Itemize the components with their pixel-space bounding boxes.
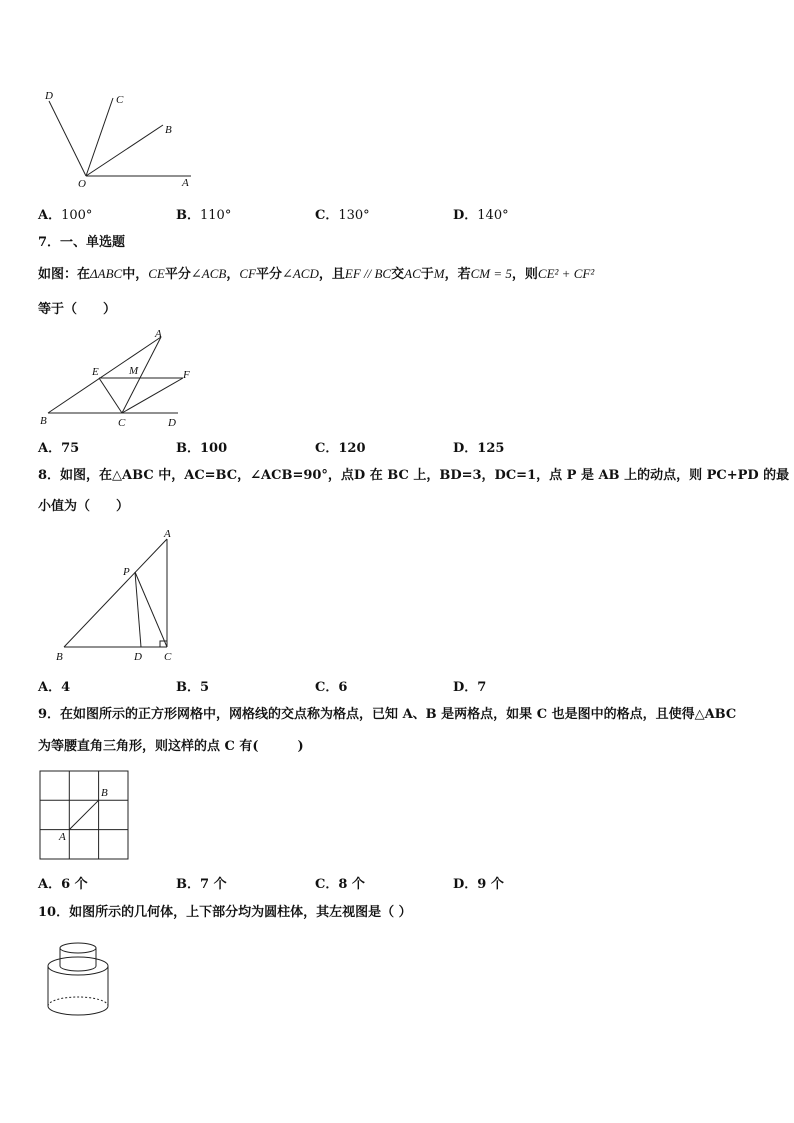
label-E: E (92, 366, 99, 378)
small-cylinder-bottom-front (60, 966, 96, 971)
label-B: B (56, 651, 63, 663)
label-F: F (183, 369, 190, 381)
q10-stem: 10．如图所示的几何体，上下部分均为圆柱体，其左视图是（ ） (38, 905, 412, 920)
label-A: A (59, 831, 66, 843)
q6-option-a: A．100° (38, 208, 93, 223)
q7-option-c: C．120 (315, 441, 366, 456)
label-A: A (155, 328, 162, 340)
small-cylinder-top (60, 943, 96, 953)
q8-triangle-figure (50, 525, 185, 667)
q8-option-b: B．5 (176, 680, 210, 695)
q7-option-d: D．125 (453, 441, 505, 456)
q9-grid-figure (36, 767, 132, 863)
ray-OB (86, 125, 163, 176)
label-B: B (40, 415, 47, 427)
label-D: D (134, 651, 142, 663)
ray-OC (86, 98, 113, 176)
q8-option-d: D．7 (453, 680, 487, 695)
line-BA (48, 337, 161, 413)
line-EC (99, 378, 122, 413)
q6-option-d: D．140° (453, 208, 509, 223)
label-A: A (182, 177, 189, 189)
q6-option-c: C．130° (315, 208, 370, 223)
q9-option-b: B．7 个 (176, 877, 227, 892)
label-B: B (165, 124, 172, 136)
label-D: D (168, 417, 176, 429)
segment-AB (69, 800, 98, 829)
q7-option-b: B．100 (176, 441, 228, 456)
q7-stem-line2: 等于（ ） (38, 302, 117, 317)
q7-triangle-figure (36, 325, 206, 433)
label-D: D (45, 90, 53, 102)
large-cylinder-bottom-hidden (48, 997, 108, 1006)
label-C: C (164, 651, 172, 663)
q8-stem-line2: 小值为（ ） (38, 499, 130, 514)
q8-option-a: A．4 (38, 680, 71, 695)
q9-stem-line1: 9．在如图所示的正方形网格中，网格线的交点称为格点，已知 A、B 是两格点，如果 C 也是图中的格点，且使得△ABC (38, 707, 737, 722)
q9-option-a: A．6 个 (38, 877, 88, 892)
q9-stem-line2: 为等腰直角三角形，则这样的点 C 有( ) (38, 739, 304, 754)
q7-option-a: A．75 (38, 441, 80, 456)
q7-header: 7．一、单选题 (38, 235, 126, 250)
large-cylinder-top (48, 957, 108, 975)
q9-option-c: C．8 个 (315, 877, 365, 892)
q8-stem-line1: 8．如图，在△ABC 中，AC=BC，∠ACB=90°，点D 在 BC 上，BD=3，DC=1，点 P 是 AB 上的动点，则 PC+PD 的最 (38, 468, 790, 483)
label-O: O (78, 178, 86, 190)
label-A: A (164, 528, 171, 540)
q6-option-b: B．110° (176, 208, 232, 223)
label-P: P (123, 566, 130, 578)
large-cylinder-bottom-front (48, 1006, 108, 1015)
ray-OD (49, 101, 86, 176)
q10-cylinder-figure (40, 936, 120, 1024)
label-C: C (118, 417, 126, 429)
q7-stem-line1: 如图：在ΔABC中，CE平分∠ACB，CF平分∠ACD，且EF // BC交AC于M，若CM = 5，则CE² + CF² (38, 266, 595, 282)
label-B: B (101, 787, 108, 799)
label-C: C (116, 94, 124, 106)
line-BA (64, 539, 167, 647)
q9-option-d: D．9 个 (453, 877, 504, 892)
label-M: M (129, 365, 139, 377)
q8-option-c: C．6 (315, 680, 348, 695)
q6-angle-figure (36, 86, 206, 196)
